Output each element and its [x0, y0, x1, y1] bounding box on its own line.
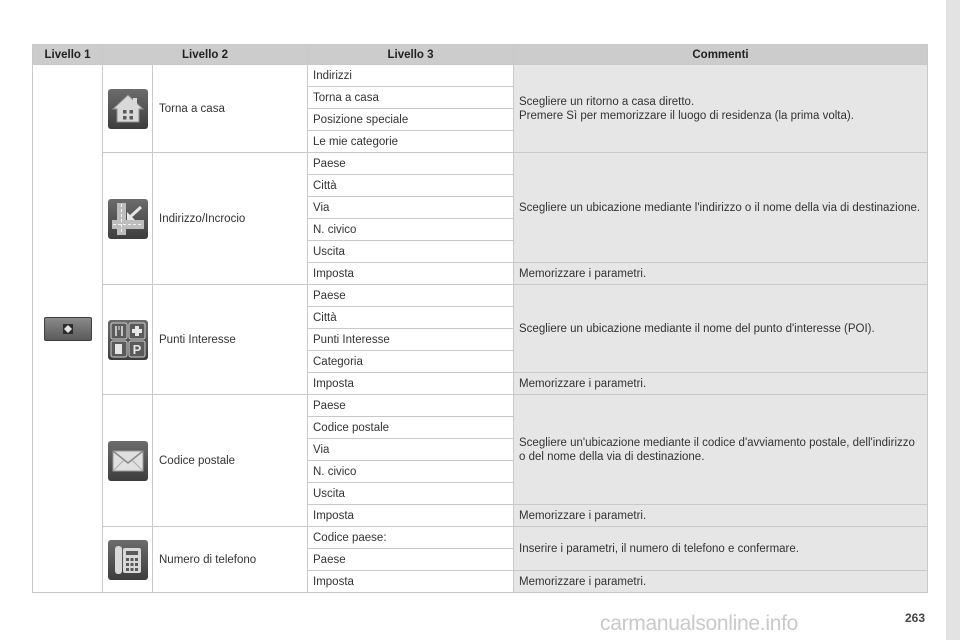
- table-row: [33, 285, 928, 307]
- header-comments: Commenti: [514, 45, 928, 65]
- telephone-icon: [108, 540, 148, 580]
- table-row: [33, 527, 928, 549]
- level-2-label: Punti Interesse: [153, 285, 308, 395]
- side-bar: [946, 0, 960, 640]
- level-2-label: Numero di telefono: [153, 527, 308, 593]
- level-2-icon-cell: [103, 153, 153, 285]
- level-3-item: Paese: [308, 153, 514, 175]
- level-3-item: Imposta: [308, 263, 514, 285]
- level-3-item: N. civico: [308, 461, 514, 483]
- house-icon: [108, 89, 148, 129]
- level-3-item: Uscita: [308, 483, 514, 505]
- comment-cell: Memorizzare i parametri.: [514, 505, 928, 527]
- level-3-item: Punti Interesse: [308, 329, 514, 351]
- level-3-item: Codice paese:: [308, 527, 514, 549]
- table-row: [33, 395, 928, 417]
- level-2-label: Torna a casa: [153, 65, 308, 153]
- level-3-item: Paese: [308, 285, 514, 307]
- level-3-item: Città: [308, 307, 514, 329]
- header-level-2: Livello 2: [103, 45, 308, 65]
- comment-cell: [514, 285, 928, 373]
- comment-line: Scegliere un'ubicazione mediante il codice d'avviamento postale, dell'indirizzo o del nome della via di destinazione.: [519, 436, 915, 463]
- level-3-item: Imposta: [308, 571, 514, 593]
- level-1-cell: [33, 65, 103, 593]
- level-3-item: Categoria: [308, 351, 514, 373]
- level-2-label: Indirizzo/Incrocio: [153, 153, 308, 285]
- comment-cell: Memorizzare i parametri.: [514, 571, 928, 593]
- level-3-item: Posizione speciale: [308, 109, 514, 131]
- table-row: [33, 153, 928, 175]
- level-2-label: Codice postale: [153, 395, 308, 527]
- table-row: [33, 65, 928, 87]
- comment-cell: Memorizzare i parametri.: [514, 373, 928, 395]
- envelope-icon: [108, 441, 148, 481]
- comment-cell: Memorizzare i parametri.: [514, 263, 928, 285]
- header-row: [33, 45, 928, 65]
- road-intersection-icon: [108, 199, 148, 239]
- svg-text:P: P: [132, 341, 141, 357]
- level-2-icon-cell: [103, 395, 153, 527]
- level-3-item: Città: [308, 175, 514, 197]
- level-3-item: N. civico: [308, 219, 514, 241]
- comment-cell: [514, 395, 928, 505]
- level-2-icon-cell: [103, 527, 153, 593]
- watermark: carmanualsonline.info: [600, 612, 798, 635]
- comment-cell: [514, 527, 928, 571]
- level-3-item: Indirizzi: [308, 65, 514, 87]
- level-2-icon-cell: [103, 285, 153, 395]
- page-number: 263: [905, 611, 926, 625]
- comment-line: Scegliere un ubicazione mediante l'indirizzo o il nome della via di destinazione.: [519, 201, 921, 214]
- level-3-item: Imposta: [308, 373, 514, 395]
- level-3-item: Imposta: [308, 505, 514, 527]
- level-3-item: Via: [308, 439, 514, 461]
- points-of-interest-icon: [108, 320, 148, 360]
- level-2-icon-cell: [103, 65, 153, 153]
- level-3-item: Uscita: [308, 241, 514, 263]
- level-3-item: Paese: [308, 395, 514, 417]
- header-level-1: Livello 1: [33, 45, 103, 65]
- comment-cell: [514, 153, 928, 263]
- comment-line: Inserire i parametri, il numero di telefono e confermare.: [519, 542, 799, 555]
- level-3-item: Codice postale: [308, 417, 514, 439]
- level-3-item: Le mie categorie: [308, 131, 514, 153]
- comment-line: Premere Sì per memorizzare il luogo di residenza (la prima volta).: [519, 109, 854, 122]
- comment-line: Scegliere un ubicazione mediante il nome del punto d'interesse (POI).: [519, 322, 875, 335]
- level-3-item: Paese: [308, 549, 514, 571]
- navigation-menu-button-icon: [44, 317, 92, 341]
- level-3-item: Torna a casa: [308, 87, 514, 109]
- comment-cell: [514, 65, 928, 153]
- settings-table: [32, 44, 928, 593]
- header-level-3: Livello 3: [308, 45, 514, 65]
- level-3-item: Via: [308, 197, 514, 219]
- comment-line: Scegliere un ritorno a casa diretto.: [519, 95, 695, 108]
